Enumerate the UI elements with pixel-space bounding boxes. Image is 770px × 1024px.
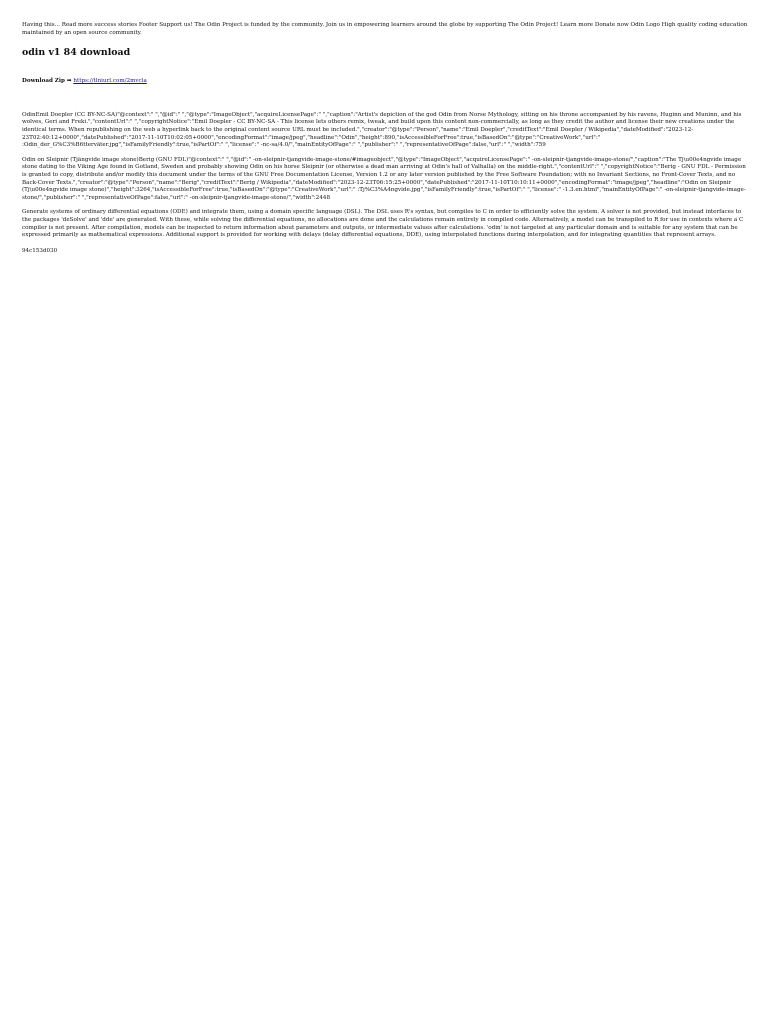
download-line <box>22 78 748 86</box>
odin-sleipnir-paragraph: Odin on Sleipnir (Tjängvide image stone)Berig (GNU FDL)"@context":" ","@id":" -on-sleipnir-tjangvide-image-stone/#imageobject","@type":"ImageObject","acquireLicensePage":" -on-sleipnir-tjangvide-image-stone/","caption":"The Tj\u00e4ngvide image stone dating to the Viking Age found in Gotland, Sweden and probably showing Odin on his horse Sleipnir (or otherwise a dead man arriving at Odin's hall of Valhalla) on the middle-right.","contentUrl":" ","copyrightNotice":"Berig - GNU FDL - Permission is granted to copy, distribute and/or modify this document under the terms of the GNU Free Documentation License, Version 1.2 or any later version published by the Free Software Foundation; with no Invariant Sections, no Front-Cover Texts, and no Back-Cover Texts.","creator":"@type":"Person","name":"Berig","creditText":"Berig / Wikipedia","dateModified":"2023-12-23T06:15:25+0000","datePublished":"2017-11-10T10:10:11+0000","encodingFormat":"image/jpeg","headline":"Odin on Sleipnir (Tj\u00e4ngvide image stone)","height":3264,"isAccessibleForFree":true,"isBasedOn":"@type":"CreativeWork","url":" :Tj%C3%A4ngvide.jpg","isFamilyFriendly":true,"isPartOf":" ","license":" -1.3.en.html","mainEntityOfPage":" -on-sleipnir-tjangvide-image-stone/","publisher":" ","representativeOfPage":false,"url":" -on-sleipnir-tjangvide-image-stone/","width":2448 <box>22 156 746 201</box>
intro-text: Having this... Read more success stories Footer Support us! The Odin Project is funded by the community. Join us in empowering learners around the globe by supporting The Odin Project! Learn more Donate now Odin Logo High quality coding education maintained by an open source community. <box>22 22 748 36</box>
page-title: odin v1 84 download <box>22 47 131 59</box>
ode-description-paragraph: Generate systems of ordinary differential equations (ODE) and integrate them, using a domain specific language (DSL). The DSL uses R's syntax, but compiles to C in order to efficiently solve the system. A solver is not provided, but instead interfaces to the packages 'deSolve' and 'dde' are generated. With these, while solving the differential equations, no allocations are done and the calculations remain entirely in compiled code. Alternatively, a model can be transpiled to R for use in contexts where a C compiler is not present. After compilation, models can be inspected to return information about parameters and outputs, or intermediate values after calculations. 'odin' is not targeted at any particular domain and is suitable for any system that can be expressed primarily as mathematical expressions. Additional support is provided for working with delays (delay differential equations, DDE), using interpolated functions during interpolation, and for integrating quantities that represent arrays. <box>22 209 744 239</box>
download-link[interactable]: https://tlniurl.com/2mvcla <box>73 78 147 85</box>
document-page <box>0 0 770 255</box>
download-zip-label: Download Zip ➡ <box>22 78 72 85</box>
odin-doepler-paragraph: OdinEmil Doepler (CC BY-NC-SA)"@context":" ","@id":" ","@type":"ImageObject","acquireLicensePage":" ","caption":"Artist's depiction of the god Odin from Norse Mythology, sitting on his throne accompanied by his ravens, Huginn and Muninn, and his wolves, Geri and Freki.","contentUrl":" ","copyrightNotice":"Emil Doepler - CC BY-NC-SA - This license lets others remix, tweak, and build upon this content non-commercially, as long as they credit the author and license their new creations under the identical terms. When republishing on the web a hyperlink back to the original content source URL must be included.","creator":"@type":"Person","name":"Emil Doepler","creditText":"Emil Doepler / Wikipedia","dateModified":"2023-12-23T02:40:12+0000","datePublished":"2017-11-10T10:02:05+0000","encodingFormat":"image/jpeg","headline":"Odin","height":890,"isAccessibleForFree":true,"isBasedOn":"@type":"CreativeWork","url":" :Odin_der_G%C3%B6tterväter.jpg","isFamilyFriendly":true,"isPartOf":" ","license":" -nc-sa/4.0/","mainEntityOfPage":" ","publisher":" ","representativeOfPage":false,"url":" ","width":759 <box>22 111 742 149</box>
footer-code-id: 94c153d030 <box>22 247 58 254</box>
